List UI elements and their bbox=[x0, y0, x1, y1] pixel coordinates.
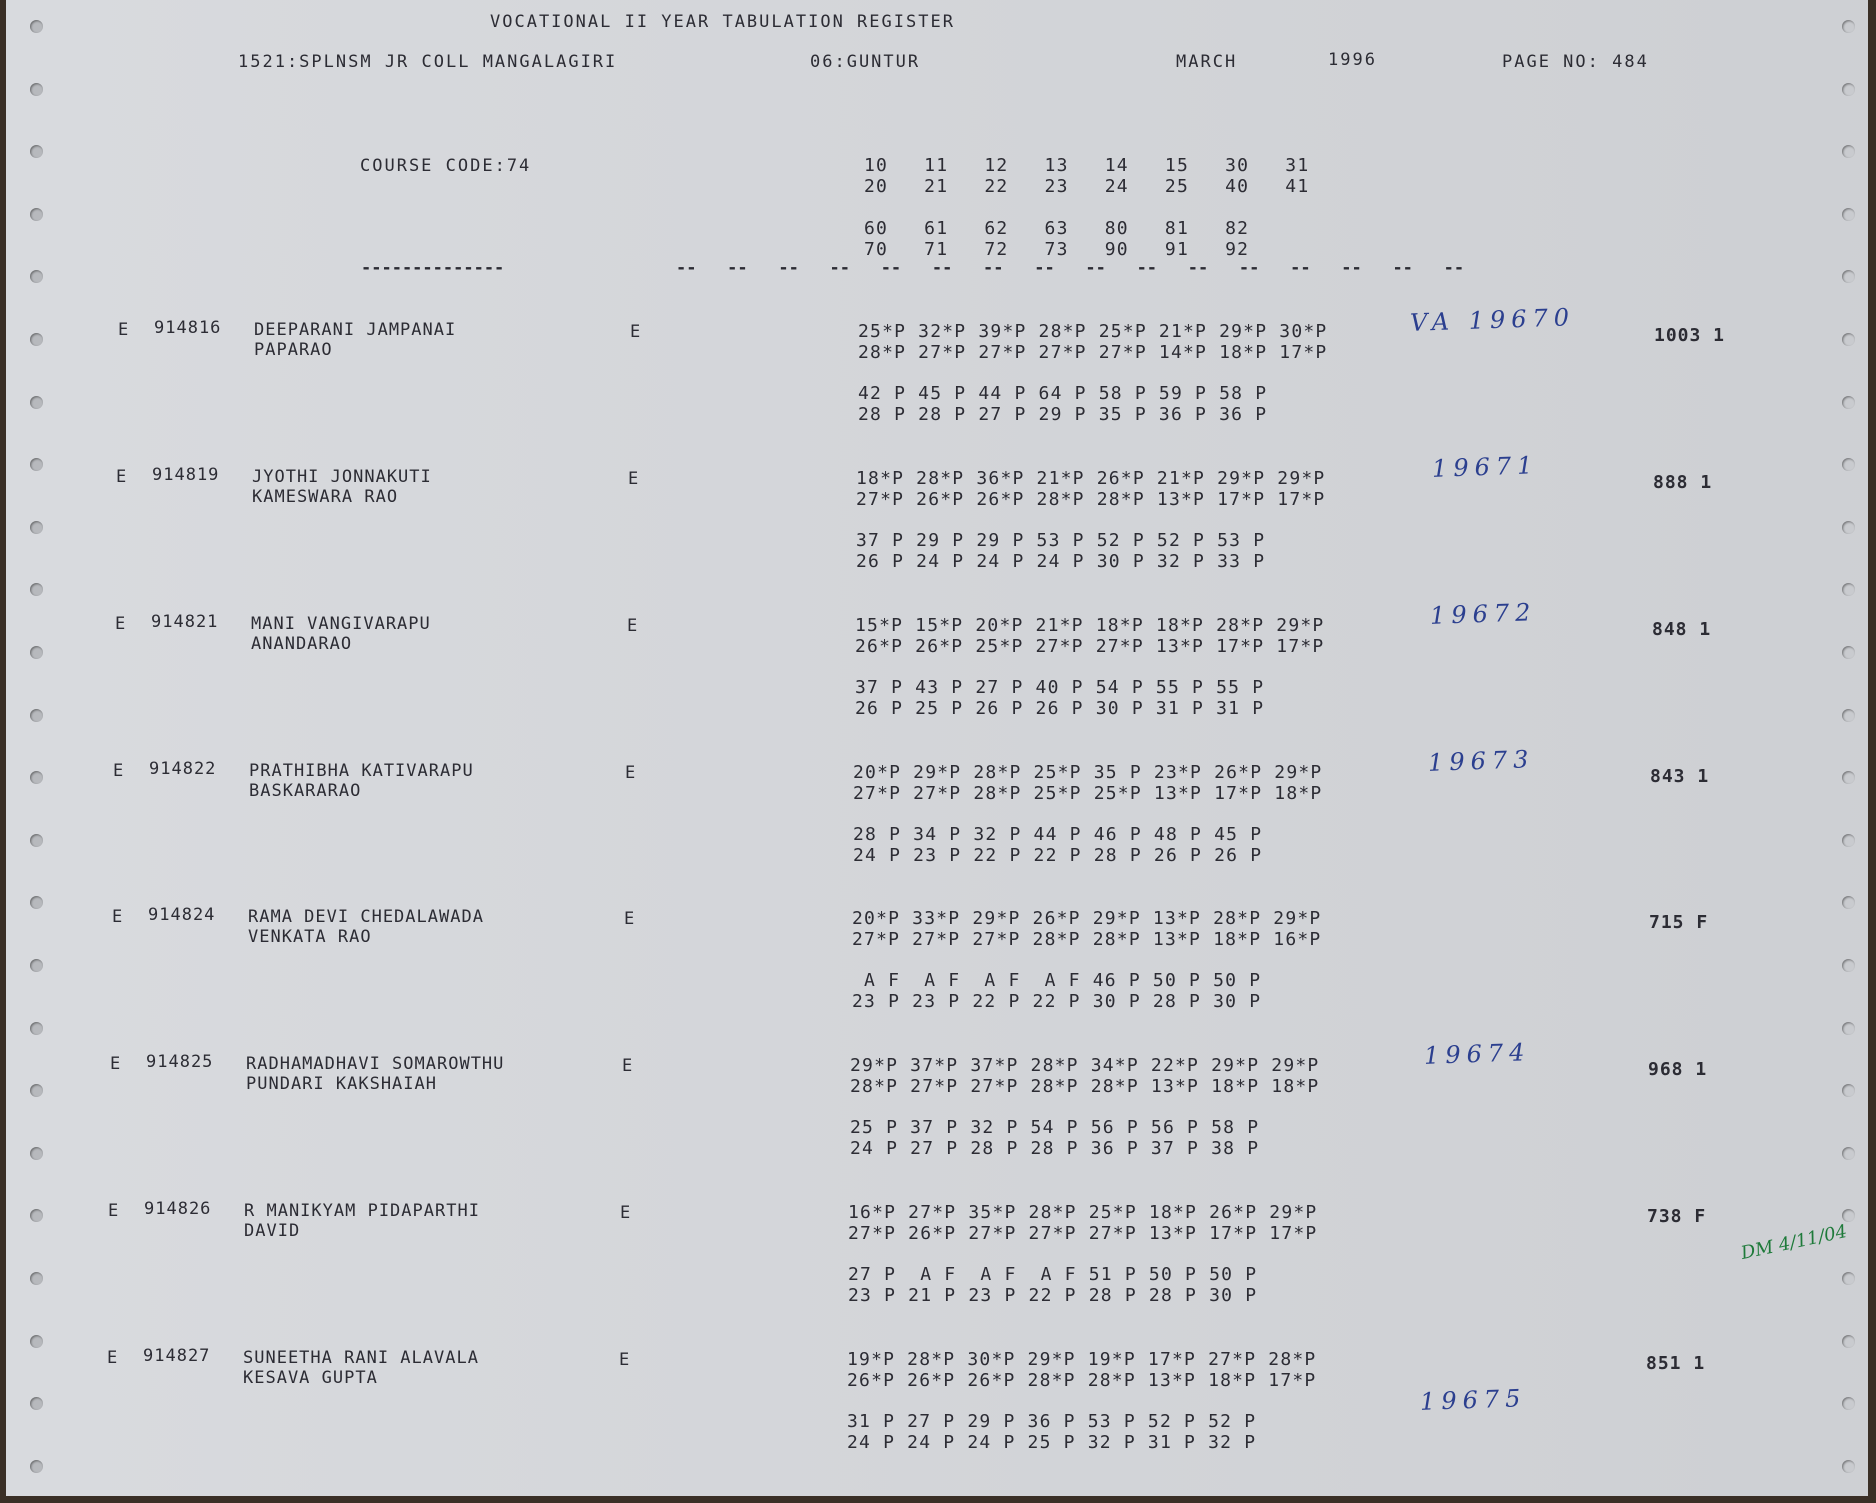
marks-row-1: 20*P 29*P 28*P 25*P 35 P 23*P 26*P 29*P bbox=[853, 762, 1323, 783]
subject-codes-row-2: 20 21 22 23 24 25 40 41 bbox=[864, 176, 1310, 197]
handwritten-serial-number: 19674 bbox=[1423, 1038, 1531, 1070]
father-name: PUNDARI KAKSHAIAH bbox=[246, 1074, 437, 1094]
marks-row-3: 25 P 37 P 32 P 54 P 56 P 56 P 58 P bbox=[850, 1117, 1260, 1138]
father-name: ANANDARAO bbox=[251, 634, 353, 654]
total-result: 715 F bbox=[1649, 912, 1709, 933]
roll-number: 914816 bbox=[154, 318, 222, 338]
roll-number: 914826 bbox=[144, 1199, 212, 1219]
feed-hole bbox=[1842, 959, 1855, 972]
father-name: KAMESWARA RAO bbox=[252, 487, 399, 507]
roll-number: 914827 bbox=[143, 1346, 211, 1366]
feed-hole bbox=[1842, 896, 1855, 909]
feed-hole bbox=[1842, 270, 1855, 283]
feed-hole bbox=[30, 20, 43, 33]
roll-number: 914821 bbox=[151, 612, 219, 632]
feed-hole bbox=[30, 1147, 43, 1160]
total-result: 888 1 bbox=[1653, 472, 1713, 493]
feed-hole bbox=[30, 1022, 43, 1035]
subject-codes-row-3: 60 61 62 63 80 81 82 bbox=[864, 218, 1250, 239]
feed-hole bbox=[1842, 1272, 1855, 1285]
feed-hole bbox=[30, 1272, 43, 1285]
medium-code: E bbox=[115, 614, 127, 634]
medium-code: E bbox=[116, 467, 128, 487]
page-number: PAGE NO: 484 bbox=[1502, 52, 1649, 72]
marks-row-4: 23 P 21 P 23 P 22 P 28 P 28 P 30 P bbox=[848, 1285, 1258, 1306]
medium-code: E bbox=[107, 1348, 119, 1368]
marks-row-3: 28 P 34 P 32 P 44 P 46 P 48 P 45 P bbox=[853, 824, 1263, 845]
feed-hole bbox=[30, 521, 43, 534]
total-result: 851 1 bbox=[1646, 1353, 1706, 1374]
marks-row-2: 27*P 27*P 27*P 28*P 28*P 13*P 18*P 16*P bbox=[852, 929, 1322, 950]
feed-hole bbox=[1842, 709, 1855, 722]
language-code: E bbox=[619, 1350, 631, 1370]
feed-hole bbox=[30, 145, 43, 158]
total-result: 1003 1 bbox=[1654, 325, 1726, 346]
handwritten-serial-number: 19672 bbox=[1429, 598, 1537, 630]
marks-row-3: 37 P 29 P 29 P 53 P 52 P 52 P 53 P bbox=[856, 530, 1266, 551]
student-name: RADHAMADHAVI SOMAROWTHU bbox=[246, 1054, 505, 1074]
district: 06:GUNTUR bbox=[810, 52, 921, 72]
father-name: VENKATA RAO bbox=[248, 927, 372, 947]
father-name: KESAVA GUPTA bbox=[243, 1368, 378, 1388]
subject-codes-row-4: 70 71 72 73 90 91 92 bbox=[864, 239, 1250, 260]
marks-row-4: 26 P 25 P 26 P 26 P 30 P 31 P 31 P bbox=[855, 698, 1265, 719]
feed-hole bbox=[1842, 1460, 1855, 1473]
feed-hole bbox=[30, 959, 43, 972]
roll-number: 914825 bbox=[146, 1052, 214, 1072]
feed-hole bbox=[30, 834, 43, 847]
total-result: 738 F bbox=[1647, 1206, 1707, 1227]
student-name: R MANIKYAM PIDAPARTHI bbox=[244, 1201, 480, 1221]
feed-hole bbox=[1842, 834, 1855, 847]
father-name: BASKARARAO bbox=[249, 781, 362, 801]
marks-row-1: 29*P 37*P 37*P 28*P 34*P 22*P 29*P 29*P bbox=[850, 1055, 1320, 1076]
marks-row-4: 28 P 28 P 27 P 29 P 35 P 36 P 36 P bbox=[858, 404, 1268, 425]
feed-hole bbox=[30, 396, 43, 409]
father-name: DAVID bbox=[244, 1221, 301, 1241]
feed-hole bbox=[30, 1084, 43, 1097]
feed-hole bbox=[1842, 1022, 1855, 1035]
marks-row-2: 28*P 27*P 27*P 28*P 28*P 13*P 18*P 18*P bbox=[850, 1076, 1320, 1097]
marks-row-4: 23 P 23 P 22 P 22 P 30 P 28 P 30 P bbox=[852, 991, 1262, 1012]
total-result: 968 1 bbox=[1648, 1059, 1708, 1080]
subject-codes-row-1: 10 11 12 13 14 15 30 31 bbox=[864, 155, 1310, 176]
medium-code: E bbox=[110, 1054, 122, 1074]
roll-number: 914822 bbox=[149, 759, 217, 779]
language-code: E bbox=[625, 763, 637, 783]
feed-hole bbox=[1842, 20, 1855, 33]
language-code: E bbox=[628, 469, 640, 489]
marks-row-3: 27 P A F A F A F 51 P 50 P 50 P bbox=[848, 1264, 1258, 1285]
marks-row-4: 26 P 24 P 24 P 24 P 30 P 32 P 33 P bbox=[856, 551, 1266, 572]
marks-row-2: 26*P 26*P 26*P 28*P 28*P 13*P 18*P 17*P bbox=[847, 1370, 1317, 1391]
marks-row-1: 25*P 32*P 39*P 28*P 25*P 21*P 29*P 30*P bbox=[858, 321, 1328, 342]
feed-hole bbox=[1842, 333, 1855, 346]
feed-hole bbox=[30, 583, 43, 596]
feed-hole bbox=[30, 270, 43, 283]
total-result: 848 1 bbox=[1652, 619, 1712, 640]
roll-number: 914824 bbox=[148, 905, 216, 925]
header-rule-right: -- -- -- -- -- -- -- -- -- -- -- -- -- -- -- -- bbox=[676, 258, 1465, 278]
feed-hole bbox=[30, 646, 43, 659]
feed-hole bbox=[1842, 1147, 1855, 1160]
course-code: COURSE CODE:74 bbox=[360, 156, 532, 176]
feed-hole bbox=[30, 1209, 43, 1222]
feed-hole bbox=[1842, 458, 1855, 471]
handwritten-signature: DM 4/11/04 bbox=[1738, 1221, 1849, 1264]
marks-row-2: 27*P 27*P 28*P 25*P 25*P 13*P 17*P 18*P bbox=[853, 783, 1323, 804]
header-rule-left: -------------- bbox=[361, 258, 505, 278]
feed-hole bbox=[30, 458, 43, 471]
exam-year: 1996 bbox=[1328, 50, 1377, 70]
feed-hole bbox=[1842, 521, 1855, 534]
marks-row-1: 16*P 27*P 35*P 28*P 25*P 18*P 26*P 29*P bbox=[848, 1202, 1318, 1223]
marks-row-4: 24 P 23 P 22 P 22 P 28 P 26 P 26 P bbox=[853, 845, 1263, 866]
marks-row-3: 37 P 43 P 27 P 40 P 54 P 55 P 55 P bbox=[855, 677, 1265, 698]
feed-hole bbox=[1842, 646, 1855, 659]
marks-row-3: 42 P 45 P 44 P 64 P 58 P 59 P 58 P bbox=[858, 383, 1268, 404]
marks-row-3: A F A F A F A F 46 P 50 P 50 P bbox=[852, 970, 1262, 991]
marks-row-1: 20*P 33*P 29*P 26*P 29*P 13*P 28*P 29*P bbox=[852, 908, 1322, 929]
marks-row-1: 19*P 28*P 30*P 29*P 19*P 17*P 27*P 28*P bbox=[847, 1349, 1317, 1370]
marks-row-4: 24 P 24 P 24 P 25 P 32 P 31 P 32 P bbox=[847, 1432, 1257, 1453]
handwritten-serial-number: 19673 bbox=[1427, 745, 1535, 777]
feed-hole bbox=[30, 1335, 43, 1348]
medium-code: E bbox=[113, 761, 125, 781]
feed-hole bbox=[1842, 1397, 1855, 1410]
medium-code: E bbox=[112, 907, 124, 927]
roll-number: 914819 bbox=[152, 465, 220, 485]
handwritten-serial-number: 19671 bbox=[1431, 451, 1539, 483]
student-name: PRATHIBHA KATIVARAPU bbox=[249, 761, 474, 781]
feed-hole bbox=[1842, 396, 1855, 409]
feed-hole bbox=[30, 1397, 43, 1410]
feed-hole bbox=[30, 208, 43, 221]
feed-hole bbox=[30, 896, 43, 909]
handwritten-serial-number: 19675 bbox=[1419, 1384, 1527, 1416]
student-name: RAMA DEVI CHEDALAWADA bbox=[248, 907, 484, 927]
father-name: PAPARAO bbox=[254, 340, 333, 360]
register-title: VOCATIONAL II YEAR TABULATION REGISTER bbox=[490, 12, 955, 32]
feed-hole bbox=[30, 709, 43, 722]
medium-code: E bbox=[108, 1201, 120, 1221]
marks-row-2: 28*P 27*P 27*P 27*P 27*P 14*P 18*P 17*P bbox=[858, 342, 1328, 363]
marks-row-2: 26*P 26*P 25*P 27*P 27*P 13*P 17*P 17*P bbox=[855, 636, 1325, 657]
language-code: E bbox=[622, 1056, 634, 1076]
language-code: E bbox=[620, 1203, 632, 1223]
student-name: JYOTHI JONNAKUTI bbox=[252, 467, 432, 487]
right-tractor-holes bbox=[1828, 0, 1868, 1496]
exam-month: MARCH bbox=[1176, 52, 1238, 72]
feed-hole bbox=[1842, 83, 1855, 96]
college-name: 1521:SPLNSM JR COLL MANGALAGIRI bbox=[238, 52, 618, 72]
feed-hole bbox=[30, 83, 43, 96]
register-sheet bbox=[6, 0, 1868, 1496]
marks-row-3: 31 P 27 P 29 P 36 P 53 P 52 P 52 P bbox=[847, 1411, 1257, 1432]
marks-row-1: 15*P 15*P 20*P 21*P 18*P 18*P 28*P 29*P bbox=[855, 615, 1325, 636]
marks-row-2: 27*P 26*P 27*P 27*P 27*P 13*P 17*P 17*P bbox=[848, 1223, 1318, 1244]
total-result: 843 1 bbox=[1650, 766, 1710, 787]
feed-hole bbox=[1842, 145, 1855, 158]
feed-hole bbox=[30, 1460, 43, 1473]
feed-hole bbox=[30, 771, 43, 784]
student-name: SUNEETHA RANI ALAVALA bbox=[243, 1348, 479, 1368]
feed-hole bbox=[1842, 583, 1855, 596]
medium-code: E bbox=[118, 320, 130, 340]
feed-hole bbox=[1842, 1084, 1855, 1097]
student-name: MANI VANGIVARAPU bbox=[251, 614, 431, 634]
feed-hole bbox=[1842, 208, 1855, 221]
left-tractor-holes bbox=[16, 0, 56, 1496]
language-code: E bbox=[630, 322, 642, 342]
feed-hole bbox=[30, 333, 43, 346]
language-code: E bbox=[624, 909, 636, 929]
marks-row-2: 27*P 26*P 26*P 28*P 28*P 13*P 17*P 17*P bbox=[856, 489, 1326, 510]
language-code: E bbox=[627, 616, 639, 636]
handwritten-serial-number: VA 19670 bbox=[1409, 303, 1576, 337]
feed-hole bbox=[1842, 1335, 1855, 1348]
marks-row-4: 24 P 27 P 28 P 28 P 36 P 37 P 38 P bbox=[850, 1138, 1260, 1159]
marks-row-1: 18*P 28*P 36*P 21*P 26*P 21*P 29*P 29*P bbox=[856, 468, 1326, 489]
student-name: DEEPARANI JAMPANAI bbox=[254, 320, 457, 340]
feed-hole bbox=[1842, 771, 1855, 784]
